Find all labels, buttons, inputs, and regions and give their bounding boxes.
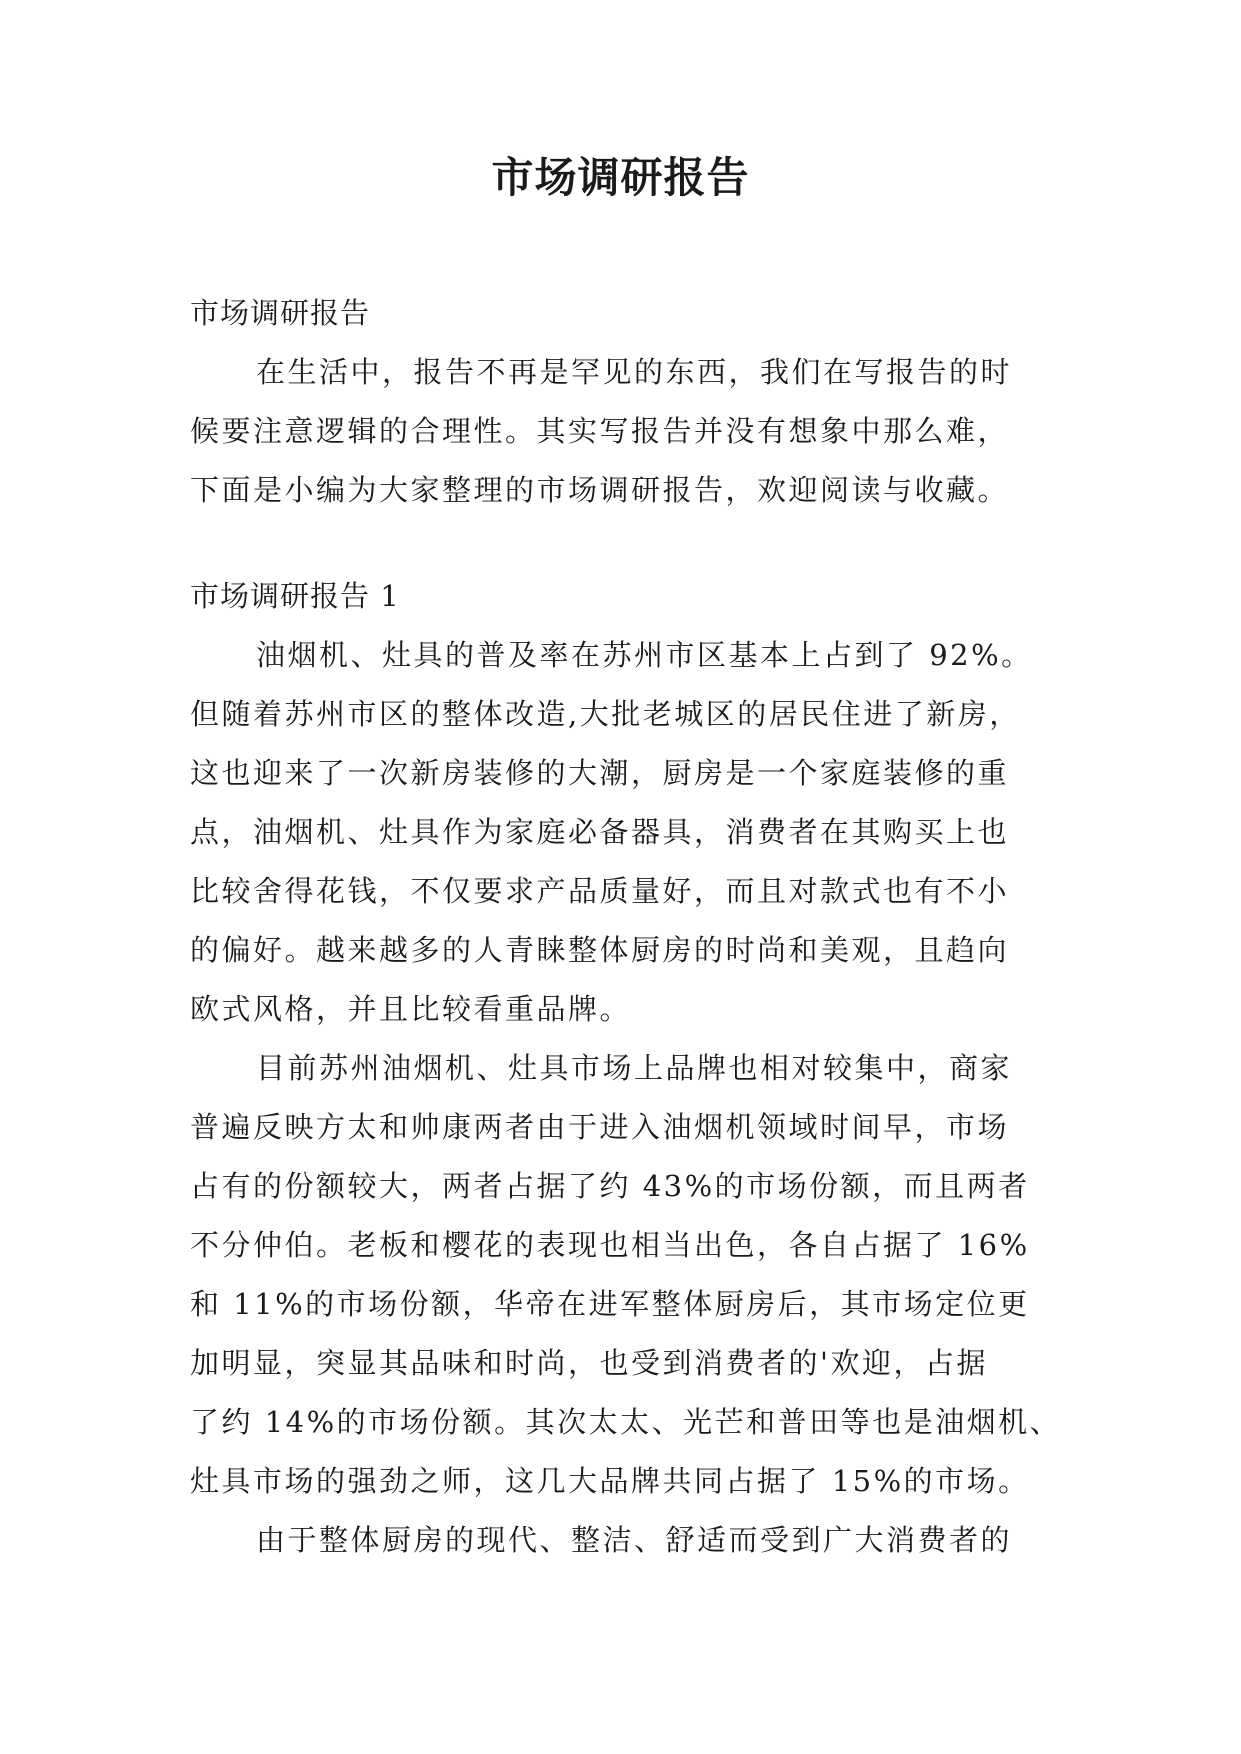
paragraph-line: 目前苏州油烟机、灶具市场上品牌也相对较集中，商家 [256,1051,1013,1085]
intro-line: 在生活中，报告不再是罕见的东西，我们在写报告的时 [256,355,1013,389]
document-body [190,284,1062,1570]
paragraph-line: 的偏好。越来越多的人青睐整体厨房的时尚和美观，且趋向 [190,933,1010,967]
paragraph-line: 点，油烟机、灶具作为家庭必备器具，消费者在其购买上也 [190,815,1010,849]
paragraph-line: 欧式风格，并且比较看重品牌。 [190,992,632,1026]
paragraph-line: 由于整体厨房的现代、整洁、舒适而受到广大消费者的 [256,1523,1013,1557]
paragraph-line: 了约 14%的市场份额。其次太太、光芒和普田等也是油烟机、 [190,1405,1062,1439]
paragraph-line: 油烟机、灶具的普及率在苏州市区基本上占到了 92%。 [256,638,1033,672]
section-spacer [190,520,1050,567]
section1-heading: 市场调研报告 1 [190,579,400,613]
document-title: 市场调研报告 [491,153,750,202]
paragraph-line: 加明显，突显其品味和时尚，也受到消费者的'欢迎，占据 [190,1346,988,1380]
intro-heading: 市场调研报告 [190,296,371,330]
paragraph-line: 占有的份额较大，两者占据了约 43%的市场份额，而且两者 [190,1169,1030,1203]
intro-line: 下面是小编为大家整理的市场调研报告，欢迎阅读与收藏。 [190,473,1010,507]
paragraph-line: 灶具市场的强劲之师，这几大品牌共同占据了 15%的市场。 [190,1464,1030,1498]
paragraph-line: 和 11%的市场份额，华帝在进军整体厨房后，其市场定位更 [190,1287,1030,1321]
paragraph-line: 比较舍得花钱，不仅要求产品质量好，而且对款式也有不小 [190,874,1010,908]
paragraph-line: 普遍反映方太和帅康两者由于进入油烟机领域时间早，市场 [190,1110,1010,1144]
paragraph-line: 但随着苏州市区的整体改造,大批老城区的居民住进了新房， [190,697,1021,731]
intro-line: 候要注意逻辑的合理性。其实写报告并没有想象中那么难， [190,414,1010,448]
paragraph-line: 这也迎来了一次新房装修的大潮，厨房是一个家庭装修的重 [190,756,1010,790]
paragraph-line: 不分仲伯。老板和樱花的表现也相当出色，各自占据了 16% [190,1228,1030,1262]
